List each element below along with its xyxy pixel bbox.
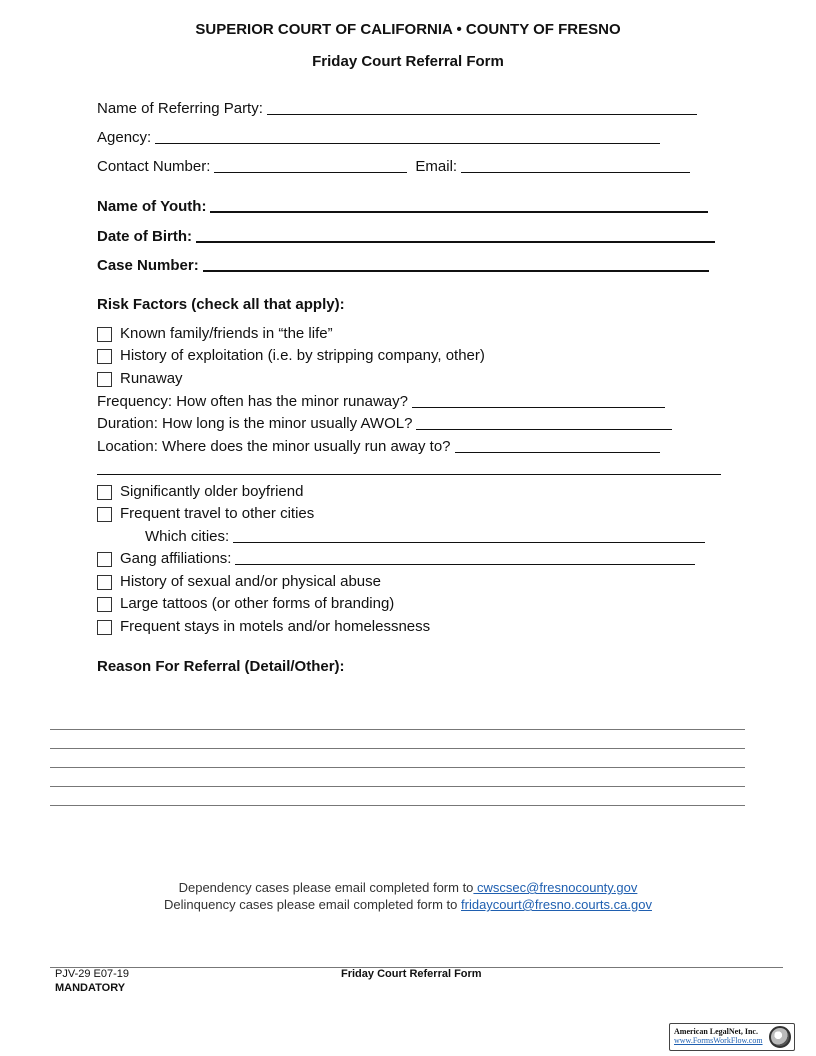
youth-name-row (97, 197, 708, 215)
frequency-field[interactable] (412, 406, 665, 408)
risk-heading: Risk Factors (check all that apply): (97, 296, 345, 313)
risk-motels (97, 617, 430, 635)
reason-line[interactable] (50, 748, 745, 749)
contact-row (97, 157, 690, 175)
contact-number-field[interactable] (214, 171, 407, 173)
exploitation-label: History of exploitation (i.e. by stripping company, other) (120, 347, 485, 364)
abuse-label: History of sexual and/or physical abuse (120, 573, 381, 590)
risk-older-boyfriend (97, 482, 303, 500)
reason-heading: Reason For Referral (Detail/Other): (97, 658, 345, 675)
case-number-row (97, 256, 709, 274)
gang-label: Gang affiliations: (120, 550, 232, 567)
delinquency-email-link[interactable]: fridaycourt@fresno.courts.ca.gov (461, 897, 652, 912)
exploitation-checkbox[interactable] (97, 349, 112, 364)
dependency-email-link[interactable]: cwscsec@fresnocounty.gov (473, 880, 638, 895)
risk-abuse (97, 572, 381, 590)
risk-known-family (97, 324, 333, 342)
runaway-checkbox[interactable] (97, 372, 112, 387)
reason-line[interactable] (50, 767, 745, 768)
runaway-label: Runaway (120, 370, 183, 387)
which-cities-row (145, 527, 705, 545)
frequency-label: Frequency: How often has the minor runaway? (97, 393, 408, 410)
risk-gang (97, 549, 695, 567)
delinquency-text: Delinquency cases please email completed form to (164, 897, 462, 912)
footer-form-name: Friday Court Referral Form (341, 968, 482, 980)
location-field[interactable] (455, 451, 660, 453)
form-title: Friday Court Referral Form (312, 53, 504, 70)
dob-row (97, 227, 715, 245)
delinquency-instruction (0, 897, 816, 912)
motels-label: Frequent stays in motels and/or homelessness (120, 618, 431, 635)
youth-name-label: Name of Youth: (97, 198, 207, 215)
location-row (97, 437, 660, 455)
risk-tattoos (97, 594, 394, 612)
risk-exploitation (97, 346, 485, 364)
dob-field[interactable] (196, 240, 715, 243)
globe-icon (769, 1026, 791, 1048)
case-number-field[interactable] (203, 269, 709, 272)
referring-party-label: Name of Referring Party: (97, 100, 263, 117)
form-code: PJV-29 E07-19 (55, 968, 129, 980)
known-family-checkbox[interactable] (97, 327, 112, 342)
location-field-continued[interactable] (97, 474, 721, 475)
which-cities-label: Which cities: (145, 528, 230, 545)
vendor-name: American LegalNet, Inc. (674, 1027, 758, 1036)
dependency-text: Dependency cases please email completed form to (178, 880, 474, 895)
risk-travel (97, 504, 314, 522)
duration-label: Duration: How long is the minor usually AWOL? (97, 415, 413, 432)
vendor-badge[interactable] (669, 1023, 795, 1051)
travel-label: Frequent travel to other cities (120, 505, 315, 522)
duration-row (97, 414, 672, 432)
which-cities-field[interactable] (233, 541, 705, 543)
case-number-label: Case Number: (97, 257, 199, 274)
court-title: SUPERIOR COURT OF CALIFORNIA • COUNTY OF FRESNO (195, 21, 621, 38)
location-label: Location: Where does the minor usually run away to? (97, 438, 451, 455)
motels-checkbox[interactable] (97, 620, 112, 635)
dependency-instruction (0, 880, 816, 895)
contact-number-label: Contact Number: (97, 158, 211, 175)
agency-field[interactable] (155, 142, 660, 144)
duration-field[interactable] (416, 428, 672, 430)
frequency-row (97, 392, 665, 410)
travel-checkbox[interactable] (97, 507, 112, 522)
older-boyfriend-label: Significantly older boyfriend (120, 483, 304, 500)
agency-row (97, 128, 660, 146)
email-label: Email: (415, 158, 458, 175)
known-family-label: Known family/friends in “the life” (120, 325, 333, 342)
older-boyfriend-checkbox[interactable] (97, 485, 112, 500)
dob-label: Date of Birth: (97, 228, 192, 245)
referring-party-row (97, 99, 697, 117)
reason-line[interactable] (50, 805, 745, 806)
agency-label: Agency: (97, 129, 152, 146)
reason-line[interactable] (50, 729, 745, 730)
mandatory-label: MANDATORY (55, 982, 126, 994)
gang-checkbox[interactable] (97, 552, 112, 567)
reason-line[interactable] (50, 786, 745, 787)
tattoos-checkbox[interactable] (97, 597, 112, 612)
tattoos-label: Large tattoos (or other forms of branding) (120, 595, 395, 612)
vendor-url: www.FormsWorkFlow.com (674, 1036, 763, 1045)
gang-field[interactable] (235, 563, 695, 565)
email-field[interactable] (461, 171, 690, 173)
youth-name-field[interactable] (210, 210, 708, 213)
abuse-checkbox[interactable] (97, 575, 112, 590)
risk-runaway (97, 369, 183, 387)
referring-party-field[interactable] (267, 113, 697, 115)
